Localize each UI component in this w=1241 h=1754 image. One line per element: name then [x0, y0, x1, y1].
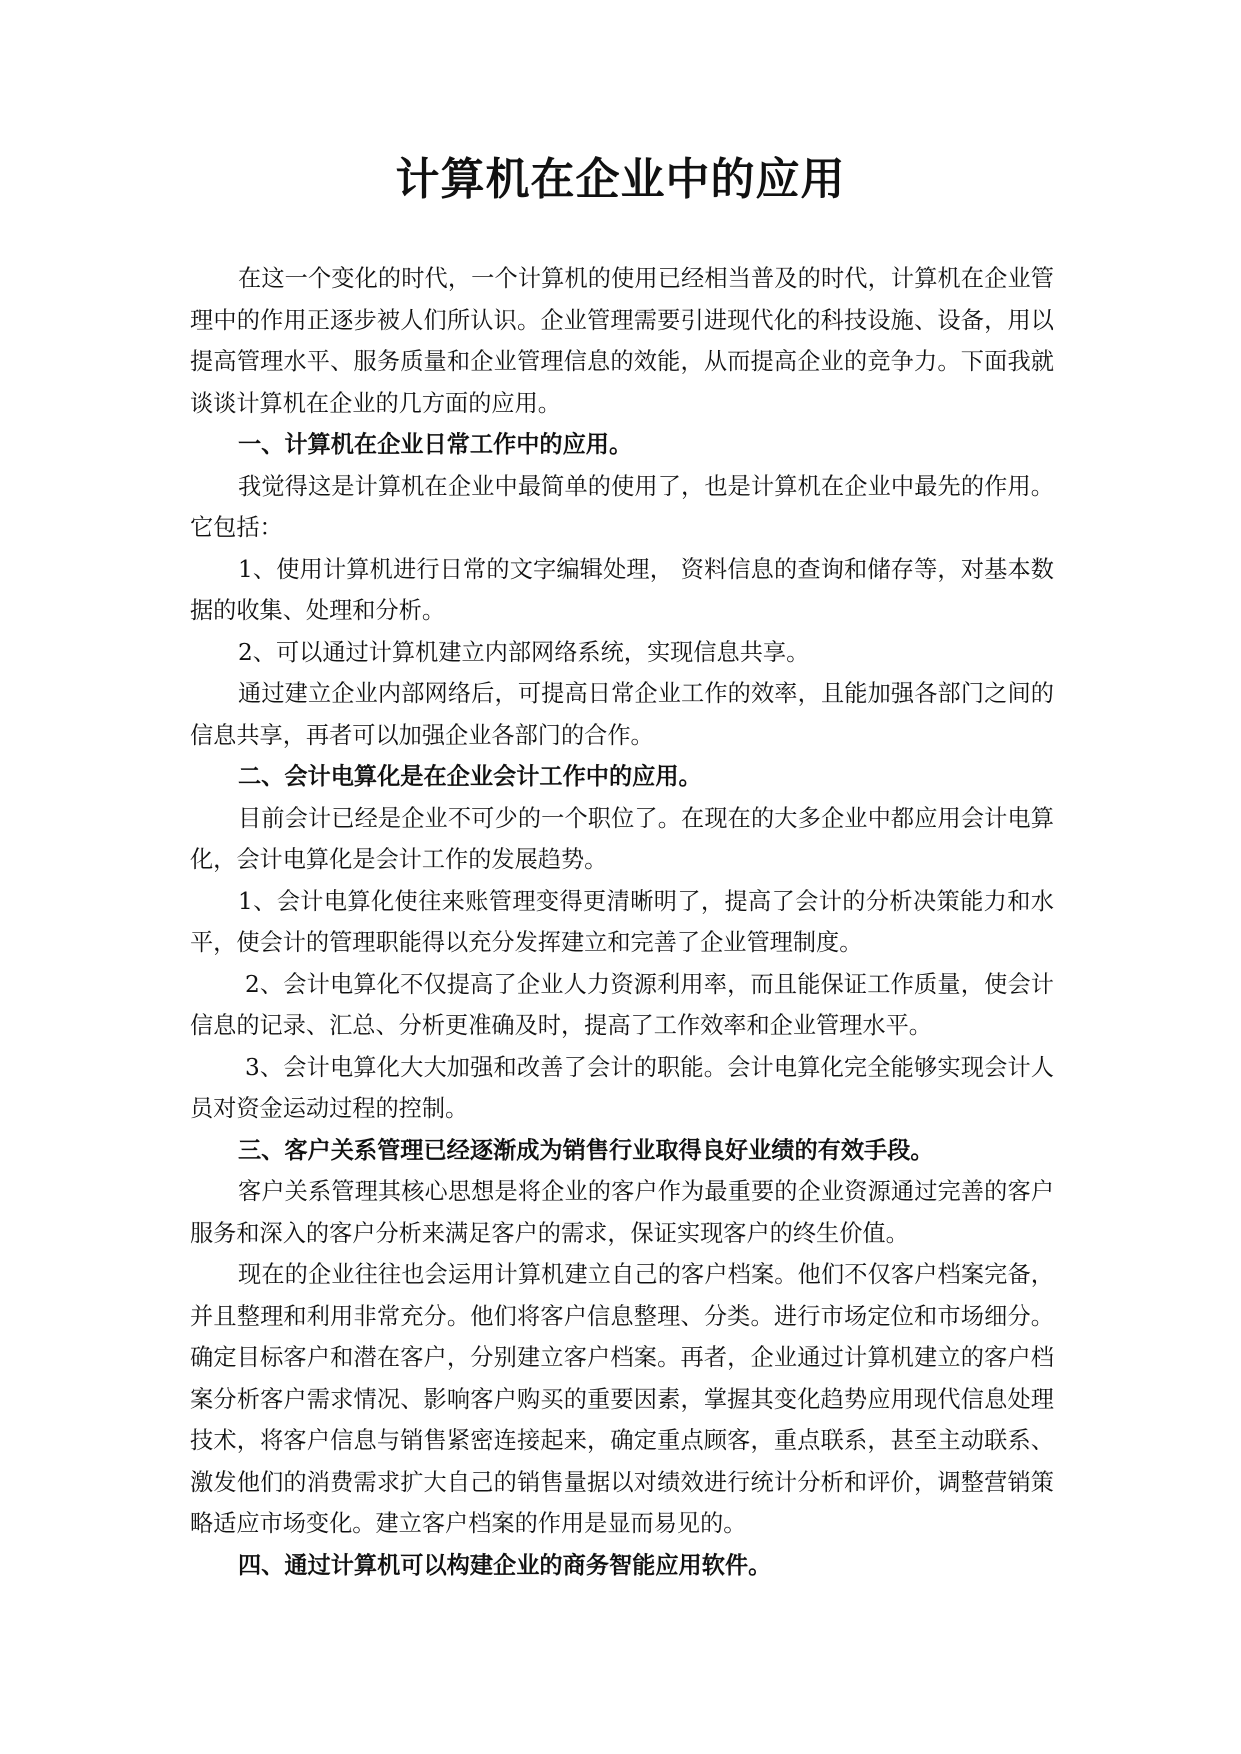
list-item: 2、会计电算化不仅提高了企业人力资源利用率，而且能保证工作质量，使会计信息的记录、汇总、分析更准确及时，提高了工作效率和企业管理水平。 — [190, 970, 1054, 1039]
section-heading-1: 一、计算机在企业日常工作中的应用。 — [238, 431, 633, 458]
body-paragraph: 目前会计已经是企业不可少的一个职位了。在现在的大多企业中都应用会计电算化，会计电算化是会计工作的发展趋势。 — [190, 804, 1054, 873]
list-item: 1、使用计算机进行日常的文字编辑处理， 资料信息的查询和储存等，对基本数据的收集、处理和分析。 — [190, 555, 1054, 624]
list-item: 1、会计电算化使往来账管理变得更清晰明了，提高了会计的分析决策能力和水平，使会计的管理职能得以充分发挥建立和完善了企业管理制度。 — [190, 887, 1054, 956]
section-heading-3: 三、客户关系管理已经逐渐成为销售行业取得良好业绩的有效手段。 — [238, 1136, 934, 1164]
body-paragraph: 我觉得这是计算机在企业中最简单的使用了，也是计算机在企业中最先的作用。它包括： — [190, 472, 1054, 541]
body-paragraph: 通过建立企业内部网络后，可提高日常企业工作的效率，且能加强各部门之间的信息共享，再者可以加强企业各部门的合作。 — [190, 680, 1054, 749]
list-item: 2、可以通过计算机建立内部网络系统，实现信息共享。 — [238, 638, 810, 666]
body-paragraph: 现在的企业往往也会运用计算机建立自己的客户档案。他们不仅客户档案完备，并且整理和利用非常充分。他们将客户信息整理、分类。进行市场定位和市场细分。确定目标客户和潜在客户，分别建立客户档案。再者，企业通过计算机建立的客户档案分析客户需求情况、影响客户购买的重要因素，掌握其变化趋势应用现代信息处理技术，将客户信息与销售紧密连接起来，确定重点顾客，重点联系，甚至主动联系、激发他们的消费需求扩大自己的销售量据以对绩效进行统计分析和评价，调整营销策略适应市场变化。建立客户档案的作用是显而易见的。 — [190, 1261, 1054, 1537]
intro-paragraph: 在这一个变化的时代，一个计算机的使用已经相当普及的时代，计算机在企业管理中的作用正逐步被人们所认识。企业管理需要引进现代化的科技设施、设备，用以提高管理水平、服务质量和企业管理信息的效能，从而提高企业的竞争力。下面我就谈谈计算机在企业的几方面的应用。 — [190, 265, 1054, 417]
document-body — [190, 258, 1054, 1586]
list-item: 3、会计电算化大大加强和改善了会计的职能。会计电算化完全能够实现会计人员对资金运动过程的控制。 — [190, 1053, 1054, 1122]
section-heading-4: 四、通过计算机可以构建企业的商务智能应用软件。 — [238, 1551, 772, 1579]
document-title: 计算机在企业中的应用 — [395, 154, 846, 205]
section-heading-2: 二、会计电算化是在企业会计工作中的应用。 — [238, 763, 702, 790]
body-paragraph: 客户关系管理其核心思想是将企业的客户作为最重要的企业资源通过完善的客户服务和深入的客户分析来满足客户的需求，保证实现客户的终生价值。 — [190, 1178, 1054, 1247]
